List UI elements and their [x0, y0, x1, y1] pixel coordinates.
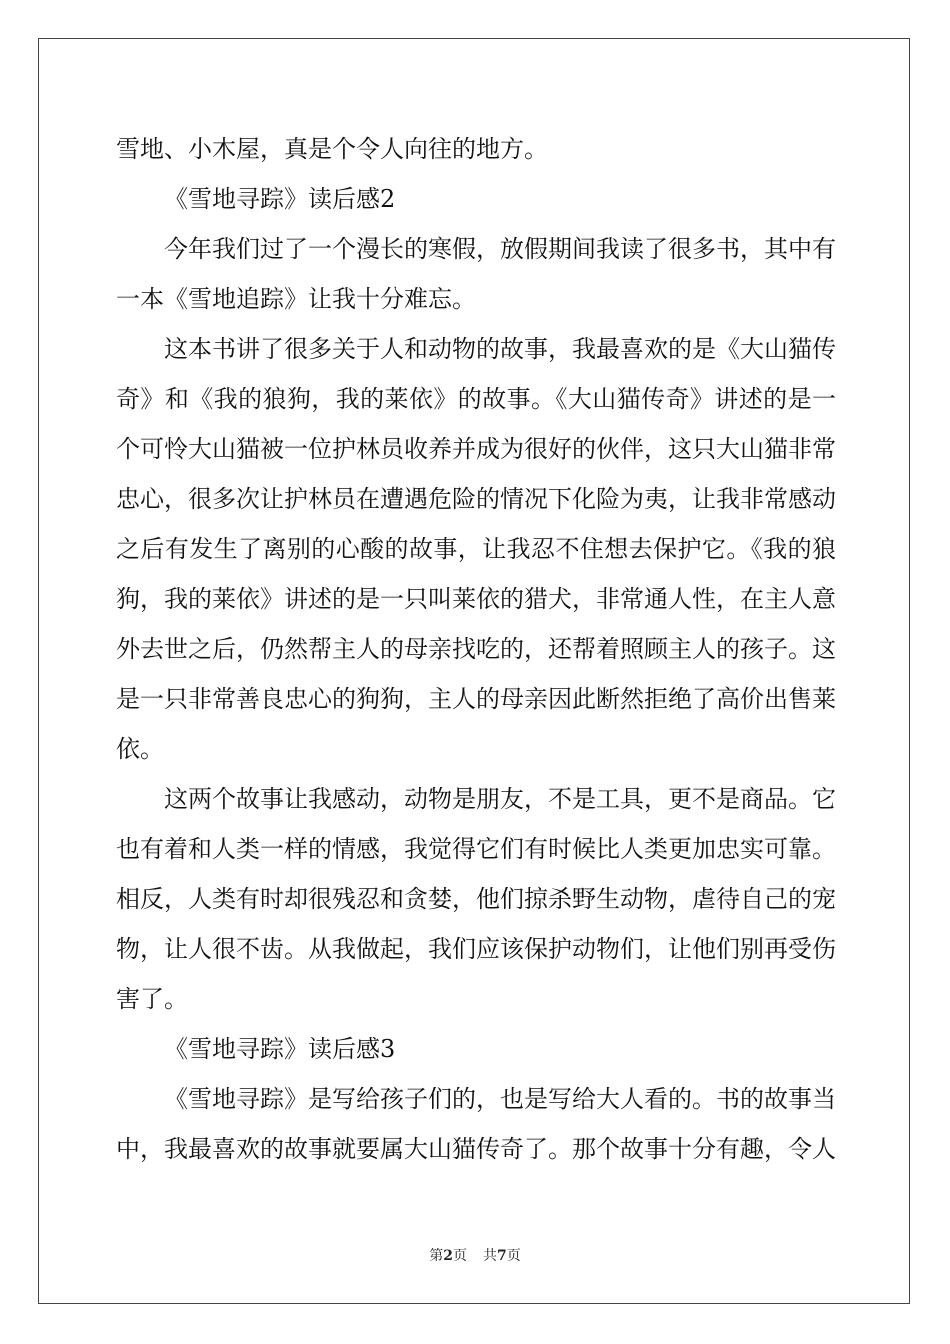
text-line: 外去世之后，仍然帮主人的母亲找吃的，还帮着照顾主人的孩子。这: [116, 635, 836, 663]
text-line: 狗，我的莱依》讲述的是一只叫莱依的猎犬，非常通人性，在主人意: [116, 585, 836, 613]
text-line: 《雪地寻踪》读后感2: [164, 185, 396, 213]
footer-total-suffix: 页: [506, 1248, 521, 1264]
current-page-number: 2: [443, 1248, 453, 1264]
text-line: 害了。: [116, 985, 188, 1013]
text-line: 物，让人很不齿。从我做起，我们应该保护动物们，让他们别再受伤: [116, 935, 836, 963]
text-line: 《雪地寻踪》读后感3: [164, 1035, 396, 1063]
text-line: 一本《雪地追踪》让我十分难忘。: [116, 285, 476, 313]
footer-page-suffix: 页: [453, 1248, 467, 1264]
text-line: 也有着和人类一样的情感，我觉得它们有时候比人类更加忠实可靠。: [116, 835, 836, 863]
text-line: 今年我们过了一个漫长的寒假，放假期间我读了很多书，其中有: [164, 235, 836, 263]
text-line: 相反，人类有时却很残忍和贪婪，他们掠杀野生动物，虐待自己的宠: [116, 885, 836, 913]
text-line: 雪地、小木屋，真是个令人向往的地方。: [116, 135, 548, 163]
footer-prefix: 第: [429, 1248, 444, 1264]
text-line: 个可怜大山猫被一位护林员收养并成为很好的伙伴，这只大山猫非常: [116, 435, 836, 463]
total-page-number: 7: [497, 1248, 507, 1264]
text-line: 是一只非常善良忠心的狗狗，主人的母亲因此断然拒绝了高价出售莱: [116, 685, 836, 713]
text-line: 这两个故事让我感动，动物是朋友，不是工具，更不是商品。它: [164, 785, 836, 813]
text-line: 《雪地寻踪》是写给孩子们的，也是写给大人看的。书的故事当: [164, 1085, 836, 1113]
document-body: [116, 124, 836, 1174]
text-line: 这本书讲了很多关于人和动物的故事，我最喜欢的是《大山猫传: [164, 335, 836, 363]
text-line: 之后有发生了离别的心酸的故事，让我忍不住想去保护它。《我的狼: [116, 535, 836, 563]
text-line: 奇》和《我的狼狗，我的莱依》的故事。《大山猫传奇》讲述的是一: [116, 385, 836, 413]
text-line: 忠心，很多次让护林员在遭遇危险的情况下化险为夷，让我非常感动: [116, 485, 836, 513]
text-line: 中，我最喜欢的故事就要属大山猫传奇了。那个故事十分有趣，令人: [116, 1135, 836, 1163]
page-footer: [0, 1246, 950, 1266]
footer-total-prefix: 共: [483, 1248, 497, 1264]
text-line: 依。: [116, 735, 164, 763]
